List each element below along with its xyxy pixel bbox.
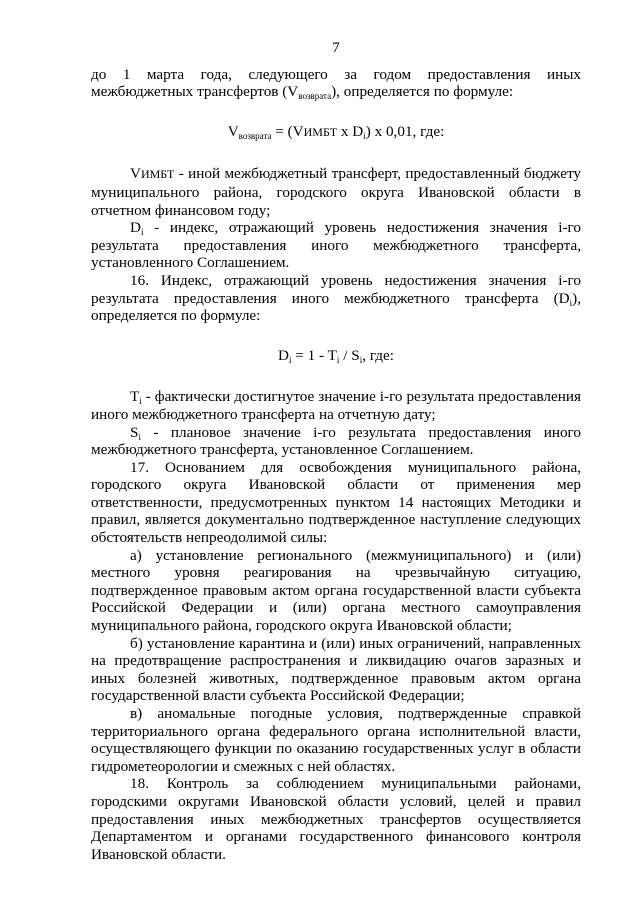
subscript: i <box>288 354 292 365</box>
text: V <box>227 122 239 140</box>
definition-si <box>91 424 581 459</box>
paragraph-18: 18. Контроль за соблюдением муниципальными районами, городскими округами Ивановской области условий, целей и правил предоставления иных межбюджетных трансфертов осуществляется Департаментом и органами государственного финансового контроля Ивановской области. <box>91 775 581 863</box>
paragraph-intro <box>91 66 581 101</box>
text: V <box>130 165 141 183</box>
text: ИМБТ <box>303 124 338 139</box>
text: S <box>130 423 139 441</box>
definition-ti <box>91 388 581 423</box>
text: = 1 - T <box>291 346 337 364</box>
paragraph-16 <box>91 272 581 325</box>
text: ), определяется по формуле: <box>331 83 514 101</box>
text: ), определяется по формуле: <box>91 289 581 325</box>
subscript: i <box>139 396 142 407</box>
text: - плановое значение i-го результата предоставления иного межбюджетного трансферта, установленное Соглашением. <box>91 423 581 459</box>
formula-refund <box>91 123 581 142</box>
text: , где: <box>362 346 394 364</box>
subscript: i <box>140 227 144 238</box>
definition-vimbt <box>91 165 581 219</box>
text: D <box>278 346 289 364</box>
definition-di <box>91 219 581 272</box>
text: = (V <box>271 122 304 140</box>
subscript: i <box>569 297 573 308</box>
text: - индекс, отражающий уровень недостижения значения i-го результата предоставления иного межбюджетного трансферта, установленного Соглашением. <box>91 219 581 272</box>
text: 16. Индекс, отражающий уровень недостижения значения i-го результата предоставления иного межбюджетного трансферта (D <box>91 271 581 307</box>
text: до 1 марта года, следующего за годом предоставления иных межбюджетных трансфертов (V <box>91 65 581 101</box>
subscript: i <box>336 354 340 365</box>
text: x D <box>337 122 364 140</box>
text: - фактически достигнутое значение i-го результата предоставления иного межбюджетного трансферта на отчетную дату; <box>91 388 581 423</box>
paragraph-17: 17. Основанием для освобождения муниципального района, городского округа Ивановской области от применения мер ответственности, предусмотренных пунктом 14 настоящих Методики и правил, является документально подтвержденное наступление следующих обстоятельств непреодолимой силы: <box>91 458 581 547</box>
paragraph-17-c: в) аномальные погодные условия, подтвержденные справкой территориального органа федерального органа исполнительной власти, осуществляющего функции по оказанию государственных услуг в области гидрометеорологии и смежных с ней областях. <box>91 705 581 775</box>
subscript: i <box>359 354 363 365</box>
subscript: i <box>138 431 141 442</box>
paragraph-17-a: а) установление регионального (межмуниципального) и (или) местного уровня реагирования на чрезвычайную ситуацию, подтвержденное правовым актом органа государственной власти субъекта Российской Федерации и (или) органа местного самоуправления муниципального района, городского округа Ивановской области; <box>91 546 581 635</box>
document-page <box>91 40 581 863</box>
paragraph-17-b: б) установление карантина и (или) иных ограничений, направленных на предотвращение распространения и ликвидацию очагов заразных и иных болезней животных, подтвержденное правовым актом органа государственной власти субъекта Российской Федерации; <box>91 634 581 705</box>
page-number: 7 <box>332 40 340 56</box>
text: T <box>130 388 140 406</box>
formula-index <box>91 347 581 365</box>
subscript: возврата <box>298 91 332 102</box>
subscript: i <box>363 130 366 141</box>
text: - иной межбюджетный трансферт, предоставленный бюджету муниципального района, городского округа Ивановской области в отчетном финансовом году; <box>91 165 581 219</box>
text: / S <box>339 346 360 364</box>
text: ИМБТ <box>140 167 175 182</box>
subscript: возврата <box>238 130 272 141</box>
text: D <box>130 219 141 237</box>
text: ) x 0,01, где: <box>365 122 445 140</box>
